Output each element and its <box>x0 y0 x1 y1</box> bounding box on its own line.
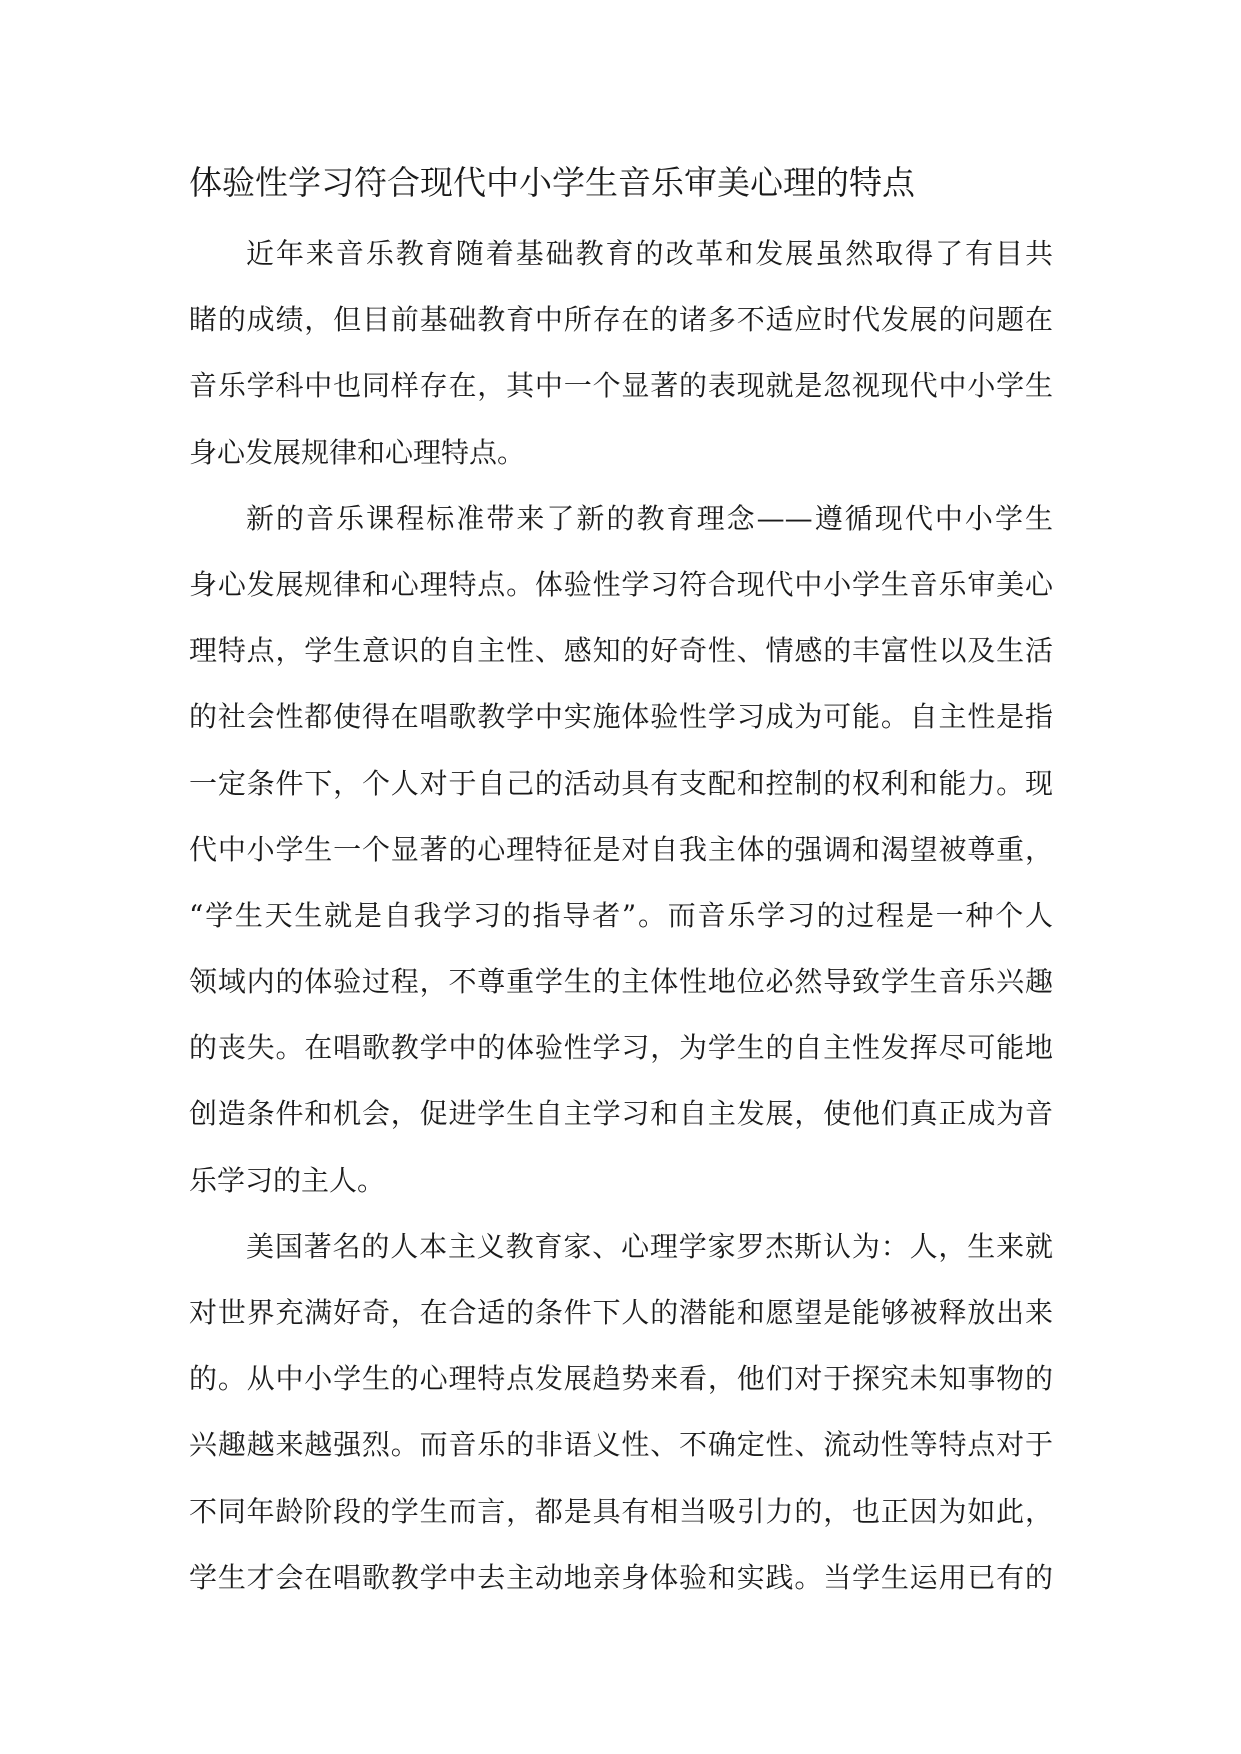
paragraph-line: 理特点，学生意识的自主性、感知的好奇性、情感的丰富性以及生活 <box>189 634 1053 668</box>
paragraph-line: 对世界充满好奇，在合适的条件下人的潜能和愿望是能够被释放出来 <box>189 1296 1053 1329</box>
paragraph-line: 乐学习的主人。 <box>189 1163 386 1197</box>
paragraph-line: 一定条件下，个人对于自己的活动具有支配和控制的权利和能力。现 <box>189 766 1053 800</box>
paragraph-line: 学生才会在唱歌教学中去主动地亲身体验和实践。当学生运用已有的 <box>189 1560 1053 1594</box>
paragraph-line: 代中小学生一个显著的心理特征是对自我主体的强调和渴望被尊重， <box>189 832 1053 866</box>
paragraph-line: 近年来音乐教育随着基础教育的改革和发展虽然取得了有目共 <box>246 237 1053 270</box>
paragraph-line: 领域内的体验过程，不尊重学生的主体性地位必然导致学生音乐兴趣 <box>189 965 1053 999</box>
paragraph-line: 睹的成绩，但目前基础教育中所存在的诸多不适应时代发展的问题在 <box>189 303 1053 337</box>
paragraph-line: 美国著名的人本主义教育家、心理学家罗杰斯认为：人，生来就 <box>246 1229 1053 1263</box>
paragraph-line: 的丧失。在唱歌教学中的体验性学习，为学生的自主性发挥尽可能地 <box>189 1031 1053 1065</box>
document-title: 体验性学习符合现代中小学生音乐审美心理的特点 <box>189 163 915 202</box>
paragraph-3 <box>189 1214 1053 1611</box>
paragraph-line: 创造条件和机会，促进学生自主学习和自主发展，使他们真正成为音 <box>189 1097 1053 1131</box>
paragraph-line: 身心发展规律和心理特点。 <box>189 435 526 469</box>
paragraph-line: 兴趣越来越强烈。而音乐的非语义性、不确定性、流动性等特点对于 <box>189 1428 1053 1462</box>
paragraph-line: 不同年龄阶段的学生而言，都是具有相当吸引力的，也正因为如此， <box>189 1494 1053 1528</box>
document-body <box>189 221 1053 1611</box>
paragraph-line: 音乐学科中也同样存在，其中一个显著的表现就是忽视现代中小学生 <box>189 369 1053 403</box>
paragraph-line: “学生天生就是自我学习的指导者”。而音乐学习的过程是一种个人 <box>189 898 1053 932</box>
paragraph-1 <box>189 221 1053 486</box>
paragraph-line: 身心发展规律和心理特点。体验性学习符合现代中小学生音乐审美心 <box>189 567 1053 601</box>
paragraph-line: 的。从中小学生的心理特点发展趋势来看，他们对于探究未知事物的 <box>189 1362 1053 1396</box>
paragraph-line: 的社会性都使得在唱歌教学中实施体验性学习成为可能。自主性是指 <box>189 700 1053 734</box>
paragraph-line: 新的音乐课程标准带来了新的教育理念——遵循现代中小学生 <box>246 501 1053 535</box>
paragraph-2 <box>189 486 1053 1214</box>
